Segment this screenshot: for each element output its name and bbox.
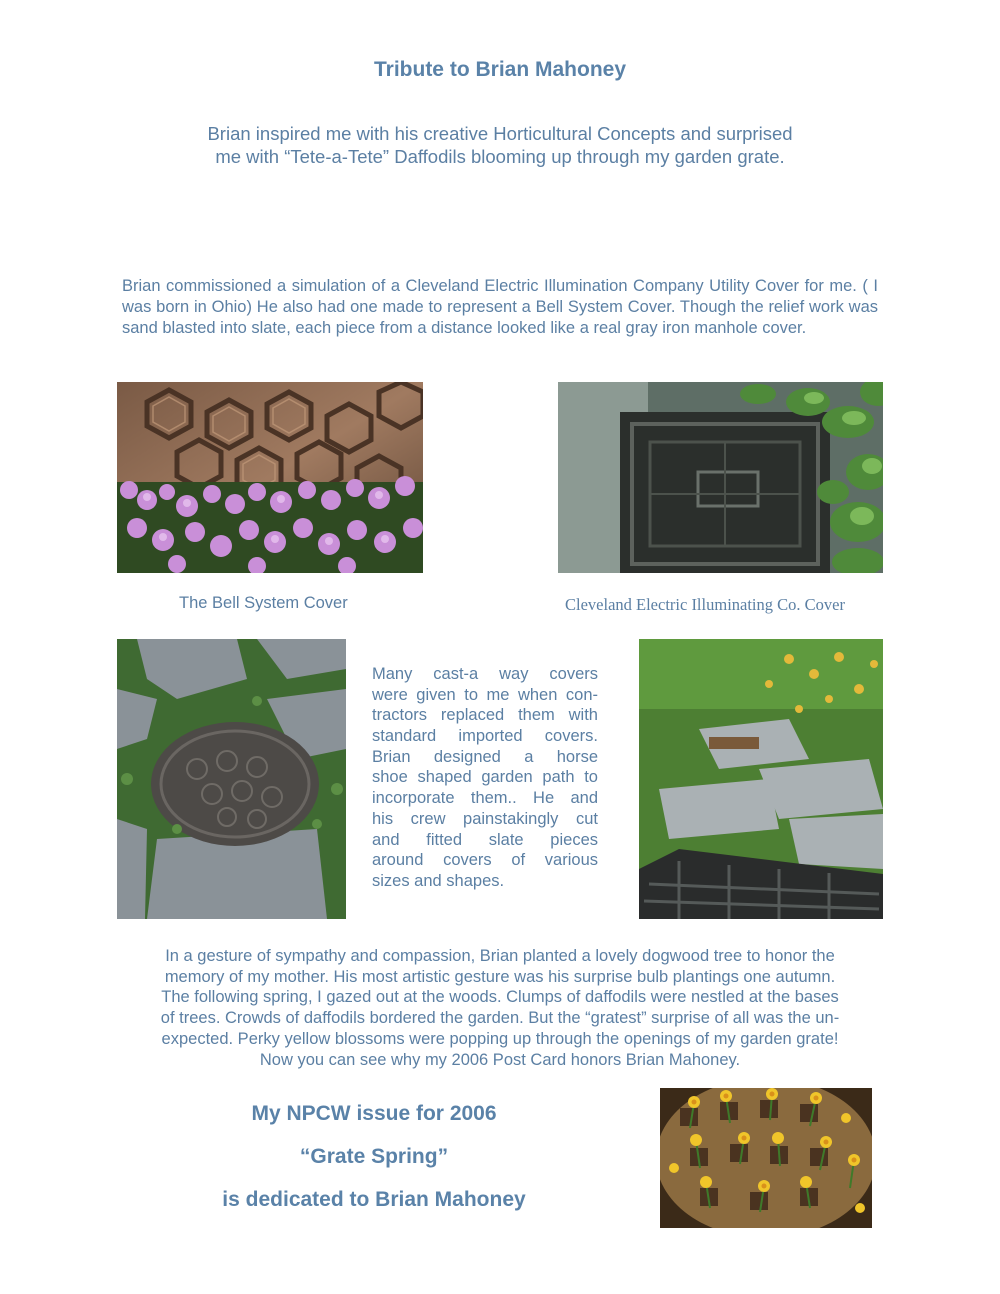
paragraph-line: sizes and shapes. [372,871,505,890]
bell-system-cover-photo [117,382,423,573]
intro-line: me with “Tete-a-Tete” Daffodils blooming up through my garden grate. [215,146,785,167]
daffodils-grate-photo [660,1088,872,1228]
page-title: Tribute to Brian Mahoney [373,58,627,81]
paragraph-line: his crew painstakingly cut [372,809,598,828]
cleveland-cover-caption: Cleveland Electric Illuminating Co. Cover [565,595,845,614]
dedication-line: “Grate Spring” [299,1145,449,1168]
cleveland-cover-photo [558,382,883,573]
paragraph-line: In a gesture of sympathy and compassion, Brian planted a lovely dogwood tree to honor the [165,947,835,965]
intro-line: Brian inspired me with his creative Horticultural Concepts and surprised [207,123,793,144]
dedication-line: is dedicated to Brian Mahoney [222,1188,526,1211]
slate-path-grate-photo [639,639,883,919]
paragraph-line: were given to me when con- [372,685,598,704]
covers-paragraph [372,664,598,892]
paragraph-line: and fitted slate pieces [372,830,598,849]
commission-paragraph: Brian commissioned a simulation of a Cleveland Electric Illumination Company Utility Cover for me. ( I was born in Ohio) He also had one made to represent a Bell System Cover. Though the relief work was sand blasted into slate, each piece from a distance looked like a real gray iron manhole cover. [122,277,878,337]
paragraph-line: Brian designed a horse [372,747,598,766]
paragraph-line: memory of my mother. His most artistic gesture was his surprise bulb plantings one autumn. [164,967,836,986]
round-cover-path-photo [117,639,346,919]
paragraph-line: tractors replaced them with [372,706,598,725]
paragraph-line: The following spring, I gazed out at the woods. Clumps of daffodils were nestled at the bases [161,988,839,1007]
daffodils-paragraph [110,946,890,1070]
paragraph-line: shoe shaped garden path to [372,768,598,787]
paragraph-line: Now you can see why my 2006 Post Card honors Brian Mahoney. [259,1050,741,1069]
paragraph-line: standard imported covers. [372,727,598,746]
paragraph-line: Many cast-a way covers [372,665,598,683]
paragraph-line: incorporate them.. He and [372,789,598,808]
paragraph-line: around covers of various [372,851,598,870]
paragraph-line: of trees. Crowds of daffodils bordered the garden. But the “gratest” surprise of all was the un- [160,1009,840,1028]
bell-cover-caption: The Bell System Cover [179,594,348,612]
intro-paragraph [0,122,1000,168]
dedication-line: My NPCW issue for 2006 [251,1102,497,1125]
paragraph-line: expected. Perky yellow blossoms were popping up through the openings of my garden grate! [161,1029,839,1048]
